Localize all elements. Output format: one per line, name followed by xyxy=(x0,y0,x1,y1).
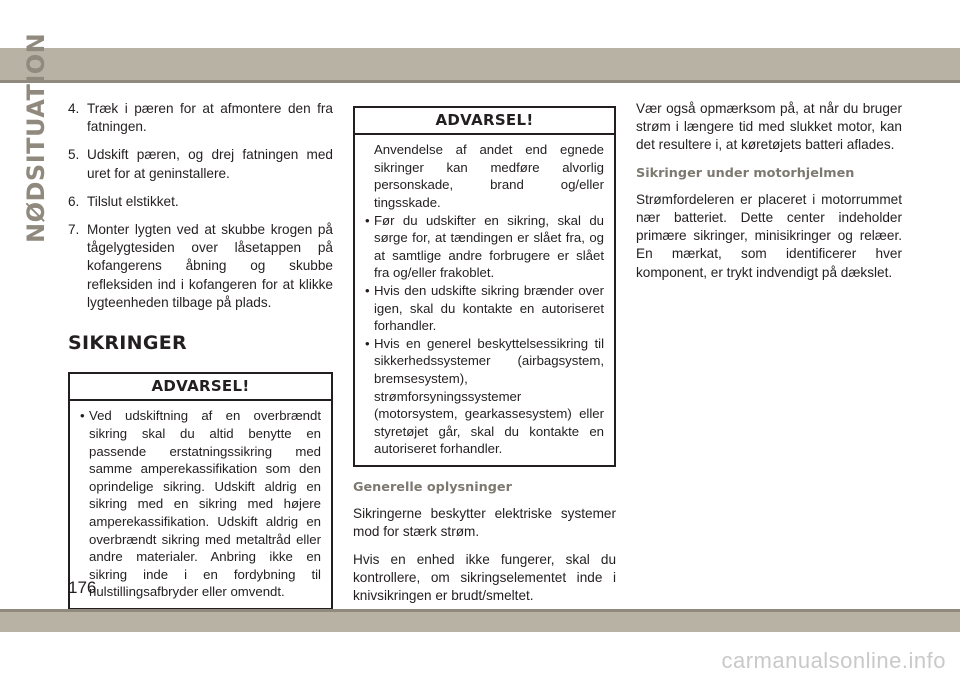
header-band xyxy=(0,48,960,80)
warning-bullet: • Hvis den udskifte sikring brænder over igen, skal du kontakte en autoriseret forhandler. xyxy=(365,282,604,334)
warning-body xyxy=(70,401,331,608)
list-item: 6. Tilslut elstikket. xyxy=(68,193,179,209)
warning-heading: ADVARSEL! xyxy=(355,108,614,135)
bullet-icon: • xyxy=(80,408,85,424)
warning-box-fuse-replacement xyxy=(68,372,333,610)
list-item: 4. Træk i pæren for at afmontere den fra fatningen. xyxy=(68,101,333,135)
subsection-title-general: Generelle oplysninger xyxy=(353,479,512,495)
warning-heading: ADVARSEL! xyxy=(70,374,331,401)
chapter-title: NØDSITUATION xyxy=(22,32,50,243)
warning-bullet: • Før du udskifter en sikring, skal du sørge for, at tændingen er slået fra, og at samtlige andre forbrugere er slået fra og/eller frakoblet. xyxy=(365,212,604,281)
warning-bullet: • Ved udskiftning af en overbrændt sikring skal du altid benytte en passende erstatningssikring med samme amperekassifikation som den oprindelige sikring. Udskift aldrig en sikring med en sikring med højere amperekassifikation. Udskift aldrig en overbrændt sikring med metaltråd eller andre materialer. Anbring ikke en sikring inde i en fordybning til nulstillingsafbryder eller omvendt. xyxy=(80,408,321,600)
page-number: 176 xyxy=(68,578,97,597)
warning-box-fuse-types xyxy=(353,106,616,467)
paragraph: Strømfordeleren er placeret i motorrummet nær batteriet. Dette center indeholder primære sikringer, minisikringer og relæer. En mærkat, som identificerer hver komponent, er trykt indvendigt på dækslet. xyxy=(636,191,902,280)
warning-bullet: • Hvis en generel beskyttelsessikring til sikkerhedssystemer (airbagsystem, bremsesystem), strømforsyningssystemer (motorsystem, gearkassesystem) eller styretøjet går, skal du kontakte en autoriseret forhandler. xyxy=(365,335,604,457)
list-item: 7. Monter lygten ved at skubbe krogen på tågelygtesiden over låsetappen på kofangerens åbning og skubbe refleksiden ind i kofangeren for at klikke lygteenheden tilbage på plads. xyxy=(68,222,333,310)
bullet-icon: • xyxy=(365,282,370,298)
column-right xyxy=(636,100,902,291)
footer-band xyxy=(0,612,960,632)
list-item: 5. Udskift pæren, og drej fatningen med uret for at geninstallere. xyxy=(68,147,333,181)
step-list xyxy=(68,100,333,312)
subsection-title-underhood: Sikringer under motorhjelmen xyxy=(636,165,855,181)
header-rule xyxy=(0,80,960,83)
paragraph: Vær også opmærksom på, at når du bruger strøm i længere tid med slukket motor, kan det resultere i, at køretøjets batteri aflades. xyxy=(636,101,902,153)
bullet-icon: • xyxy=(365,212,370,228)
paragraph: Hvis en enhed ikke fungerer, skal du kontrollere, om sikringselementet inde i knivsikringen er brudt/smeltet. xyxy=(353,551,616,603)
warning-body xyxy=(355,135,614,465)
column-left xyxy=(68,100,333,610)
paragraph: Sikringerne beskytter elektriske systemer mod for stærk strøm. xyxy=(353,506,616,540)
bullet-icon: • xyxy=(365,335,370,351)
column-middle xyxy=(353,106,616,614)
watermark: carmanualsonline.info xyxy=(721,648,946,673)
section-title: SIKRINGER xyxy=(68,332,187,355)
warning-intro: Anvendelse af andet end egnede sikringer kan medføre alvorlig personskade, brand og/eller tingsskade. xyxy=(374,142,604,210)
